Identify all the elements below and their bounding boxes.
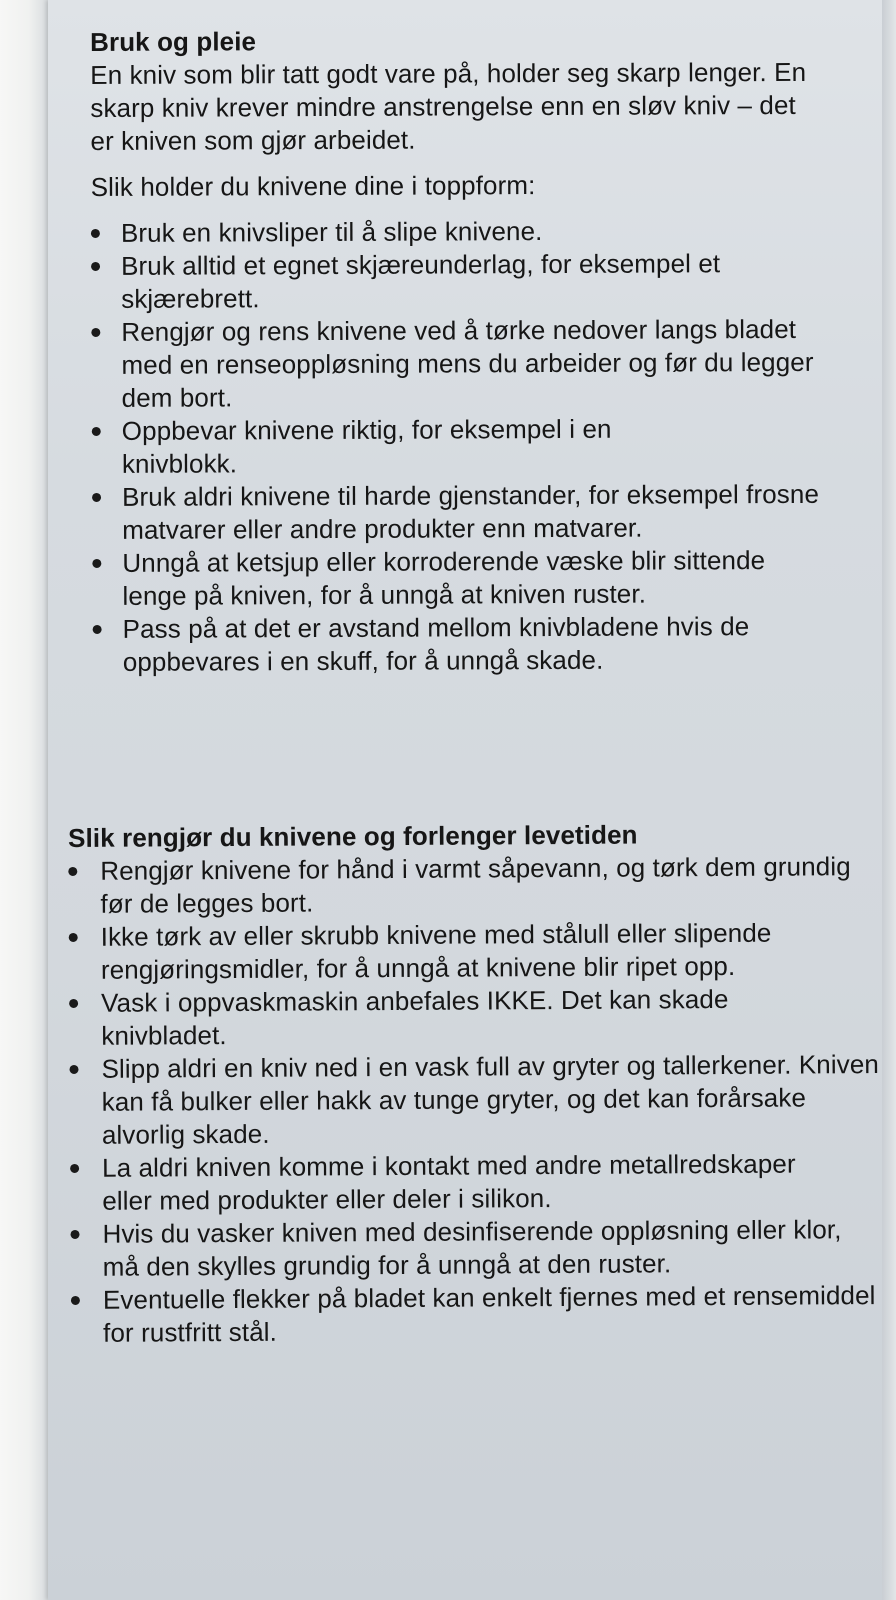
list-item	[93, 610, 863, 679]
care-intro: En kniv som blir tatt godt vare på, holder seg skarp lenger. En skarp kniv krever mindre anstrengelse enn en sløv kniv – det er kniven som gjør arbeidet.	[90, 56, 807, 156]
list-item	[91, 313, 831, 415]
list-item-text: Rengjør og rens knivene ved å tørke nedover langs bladet med en renseoppløsning mens du arbeider og før du legger dem bort.	[121, 313, 814, 413]
cleaning-list	[68, 850, 879, 1350]
list-item-text: Pass på at det er avstand mellom knivbladene hvis de oppbevares i en skuff, for å unngå skade.	[122, 611, 750, 677]
list-item	[71, 1279, 888, 1350]
list-item	[91, 214, 821, 250]
list-item-text: Rengjør knivene for hånd i varmt såpevann, og tørk dem grundig før de legges bort.	[100, 851, 851, 919]
background-surface	[0, 0, 48, 1600]
cleaning-section	[68, 817, 879, 1350]
list-item	[92, 478, 842, 547]
bullet-icon	[91, 229, 100, 238]
list-item-text: Ikke tørk av eller skrubb knivene med stålull eller slipende rengjøringsmidler, for å unngå at knivene blir ripet opp.	[100, 917, 772, 985]
list-item	[69, 916, 861, 987]
list-item	[69, 1048, 887, 1152]
bullet-icon	[92, 427, 101, 436]
list-item-text: Hvis du vasker kniven med desinfiserende oppløsning eller klor, må den skylles grundig for å unngå at den ruster.	[102, 1214, 842, 1282]
list-item	[92, 412, 722, 481]
list-item-text: Vask i oppvaskmaskin anbefales IKKE. Det kan skade knivbladet.	[101, 983, 729, 1051]
care-heading: Bruk og pleie	[90, 26, 257, 57]
list-item-text: Eventuelle flekker på bladet kan enkelt fjernes med et rensemiddel for rustfritt stål.	[102, 1280, 876, 1348]
list-item	[70, 1147, 852, 1218]
care-section	[90, 23, 853, 679]
bullet-icon	[70, 1164, 79, 1173]
bullet-icon	[91, 262, 100, 271]
bullet-icon	[69, 1065, 78, 1074]
cleaning-heading: Slik rengjør du knivene og forlenger levetiden	[68, 819, 638, 853]
bullet-icon	[92, 493, 101, 502]
bullet-icon	[68, 867, 77, 876]
bullet-icon	[92, 559, 101, 568]
bullet-icon	[70, 1230, 79, 1239]
care-list	[91, 214, 853, 679]
list-item	[69, 982, 821, 1053]
list-item-text: La aldri kniven komme i kontakt med andre metallredskaper eller med produkter eller deler i silikon.	[102, 1148, 796, 1216]
bullet-icon	[93, 625, 102, 634]
leaflet-edge	[882, 0, 896, 1600]
list-item	[91, 247, 821, 316]
bullet-icon	[91, 328, 100, 337]
list-item-text: Slipp aldri en kniv ned i en vask full av gryter og tallerkener. Kniven kan få bulker eller hakk av tunge gryter, og det kan forårsake alvorlig skade.	[101, 1049, 879, 1150]
list-item-text: Bruk en knivsliper til å slipe knivene.	[120, 216, 543, 248]
list-item-text: Unngå at ketsjup eller korroderende væske blir sittende lenge på kniven, for å unngå at kniven ruster.	[122, 545, 766, 611]
bullet-icon	[71, 1296, 80, 1305]
list-item	[70, 1213, 862, 1284]
list-item	[92, 544, 822, 613]
bullet-icon	[69, 999, 78, 1008]
list-item-text: Bruk aldri knivene til harde gjenstander, for eksempel frosne matvarer eller andre produkter enn matvarer.	[121, 478, 820, 545]
care-lead: Slik holder du knivene dine i toppform:	[90, 170, 536, 202]
bullet-icon	[69, 933, 78, 942]
list-item-text: Oppbevar knivene riktig, for eksempel i en knivblokk.	[121, 413, 612, 479]
list-item-text: Bruk alltid et egnet skjæreunderlag, for eksempel et skjærebrett.	[120, 248, 721, 314]
list-item	[68, 850, 860, 921]
